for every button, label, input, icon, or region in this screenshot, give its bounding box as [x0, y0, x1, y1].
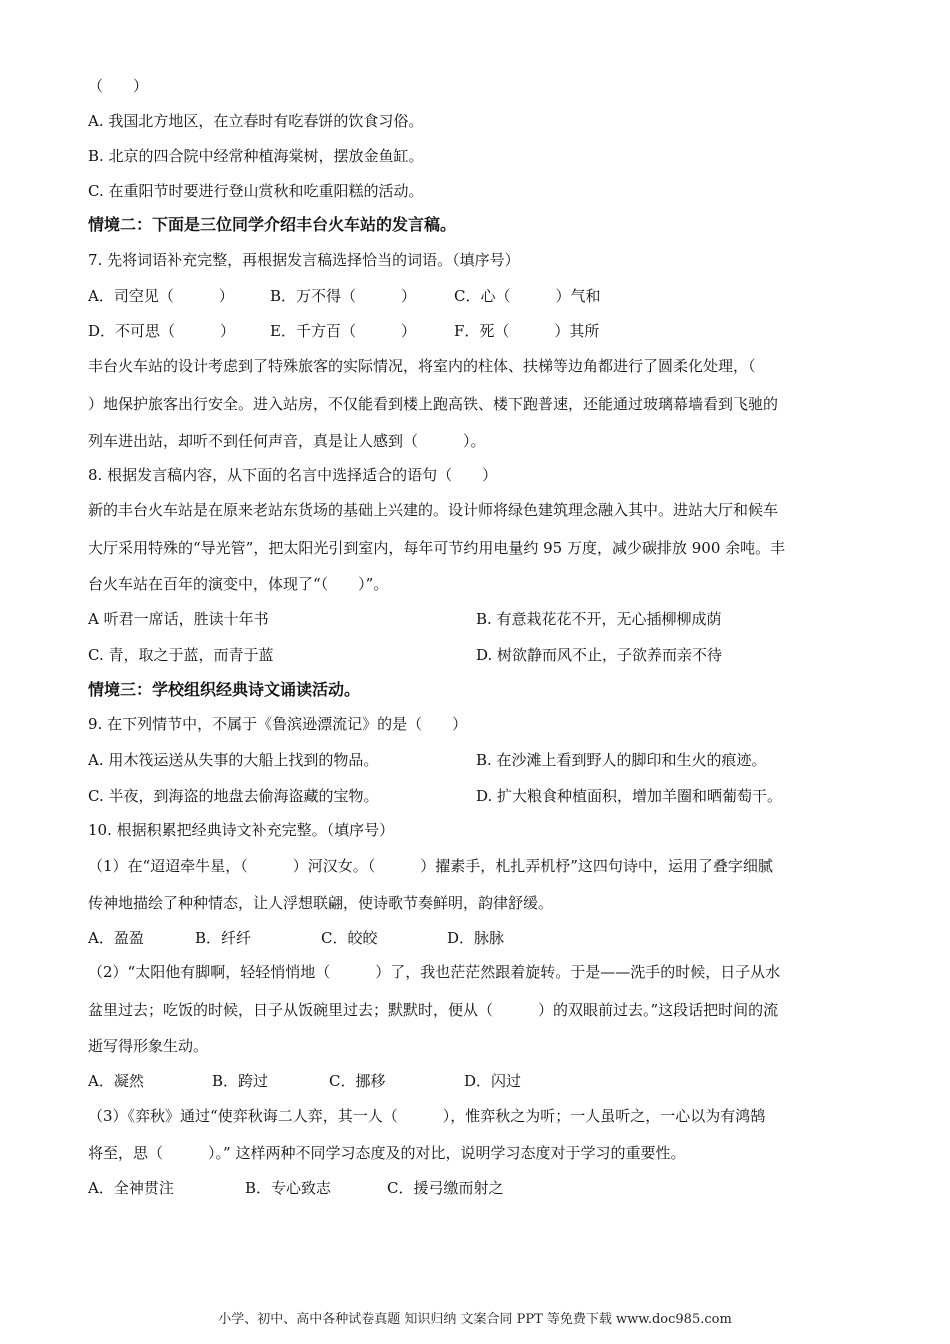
q7-options-row2 — [88, 321, 599, 341]
q7-opt-a: A．司空见（ ） — [88, 287, 234, 305]
q9-opt-a: A. 用木筏运送从失事的大船上找到的物品。 — [88, 751, 379, 769]
q10-p2-opt-c: C．挪移 — [329, 1072, 386, 1090]
q8-stem: 8. 根据发言稿内容，从下面的名言中选择适合的语句（ ） — [88, 466, 498, 484]
q7-opt-c: C．心（ ）气和 — [454, 287, 601, 305]
q6-option-c: C. 在重阳节时要进行登山赏秋和吃重阳糕的活动。 — [88, 182, 424, 200]
q7-opt-f: F．死（ ）其所 — [454, 322, 600, 340]
q10-p1-opt-d: D．脉脉 — [447, 929, 505, 947]
q7-opt-d: D．不可思（ ） — [88, 322, 236, 340]
q10-p1-opt-c: C．皎皎 — [321, 929, 378, 947]
section3-heading: 情境三：学校组织经典诗文诵读活动。 — [88, 680, 361, 699]
q7-para-line3: 列车进出站，却听不到任何声音，真是让人感到（ ）。 — [88, 432, 486, 450]
q9-opt-b: B. 在沙滩上看到野人的脚印和生火的痕迹。 — [476, 751, 767, 769]
q8-opt-c: C. 青，取之于蓝，而青于蓝 — [88, 646, 274, 664]
q10-p3-line2: 将至，思（ ）。” 这样两种不同学习态度及的对比，说明学习态度对于学习的重要性。 — [88, 1144, 686, 1162]
q10-p1-opt-a: A．盈盈 — [88, 929, 144, 947]
q8-opt-b: B. 有意栽花花不开，无心插柳柳成荫 — [476, 610, 722, 628]
q7-opt-e: E．千方百（ ） — [270, 322, 416, 340]
q9-opt-d: D. 扩大粮食种植面积，增加羊圈和晒葡萄干。 — [476, 787, 783, 805]
q8-opt-a: A 听君一席话，胜读十年书 — [88, 610, 269, 628]
q7-opt-b: B．万不得（ ） — [270, 287, 417, 305]
page-footer: 小学、初中、高中各种试卷真题 知识归纳 文案合同 PPT 等免费下载 www.doc985.com — [218, 1312, 732, 1327]
q7-para-line2: ）地保护旅客出行安全。进入站房，不仅能看到楼上跑高铁、楼下跑普速，还能通过玻璃幕墙看到飞驰的 — [88, 395, 779, 413]
q10-stem: 10. 根据积累把经典诗文补充完整。（填序号） — [88, 821, 395, 839]
q10-p1-options — [88, 928, 504, 948]
q10-p2-line1: （2）“太阳他有脚啊，轻轻悄悄地（ ）了，我也茫茫然跟着旋转。于是——洗手的时候，日子从水 — [88, 963, 781, 981]
q6-option-b: B. 北京的四合院中经常种植海棠树，摆放金鱼缸。 — [88, 147, 424, 165]
q7-options-row1 — [88, 286, 600, 306]
q8-opt-d: D. 树欲静而风不止，子欲养而亲不待 — [476, 646, 723, 664]
q8-para-line2: 大厅采用特殊的“导光管”，把太阳光引到室内，每年可节约用电量约 95 万度，减少碳排放 900 余吨。丰 — [88, 539, 786, 557]
q10-p2-opt-b: B．跨过 — [212, 1072, 269, 1090]
q10-p2-line2: 盆里过去；吃饭的时候，日子从饭碗里过去；默默时，便从（ ）的双眼前过去。”这段话把时间的流 — [88, 1001, 779, 1019]
q10-p3-line1: （3）《弈秋》通过“使弈秋诲二人弈，其一人（ ），惟弈秋之为听；一人虽听之，一心以为有鸿鹄 — [88, 1107, 766, 1125]
q9-opt-c: C. 半夜，到海盗的地盘去偷海盗藏的宝物。 — [88, 787, 379, 805]
q10-p1-line2: 传神地描绘了种种情态，让人浮想联翩，使诗歌节奏鲜明，韵律舒缓。 — [88, 894, 554, 912]
section2-heading: 情境二：下面是三位同学介绍丰台火车站的发言稿。 — [88, 215, 457, 234]
q10-p2-line3: 逝写得形象生动。 — [88, 1037, 209, 1055]
q10-p2-opt-d: D．闪过 — [464, 1072, 522, 1090]
q10-p3-opt-c: C．援弓缴而射之 — [387, 1179, 504, 1197]
q8-para-line1: 新的丰台火车站是在原来老站东货场的基础上兴建的。设计师将绿色建筑理念融入其中。进站大厅和候车 — [88, 501, 779, 519]
q10-p1-line1: （1）在“迢迢牵牛星，（ ）河汉女。（ ）擢素手，札扎弄机杼”这四句诗中，运用了叠字细腻 — [88, 857, 773, 875]
q10-p3-opt-b: B．专心致志 — [245, 1179, 332, 1197]
q10-p3-opt-a: A．全神贯注 — [88, 1179, 174, 1197]
q6-blank: （ ） — [88, 77, 149, 95]
q9-stem: 9. 在下列情节中，不属于《鲁滨逊漂流记》的是（ ） — [88, 715, 468, 733]
q10-p2-options — [88, 1071, 521, 1091]
q6-option-a: A. 我国北方地区，在立春时有吃春饼的饮食习俗。 — [88, 112, 424, 130]
q10-p1-opt-b: B．纤纤 — [195, 929, 252, 947]
q10-p2-opt-a: A．凝然 — [88, 1072, 144, 1090]
q7-para-line1: 丰台火车站的设计考虑到了特殊旅客的实际情况，将室内的柱体、扶梯等边角都进行了圆柔化处理，（ — [88, 357, 756, 375]
q7-stem: 7. 先将词语补充完整，再根据发言稿选择恰当的词语。（填序号） — [88, 251, 520, 269]
q10-p3-options — [88, 1178, 503, 1198]
q8-para-line3: 台火车站在百年的演变中，体现了“（ ）”。 — [88, 575, 389, 593]
